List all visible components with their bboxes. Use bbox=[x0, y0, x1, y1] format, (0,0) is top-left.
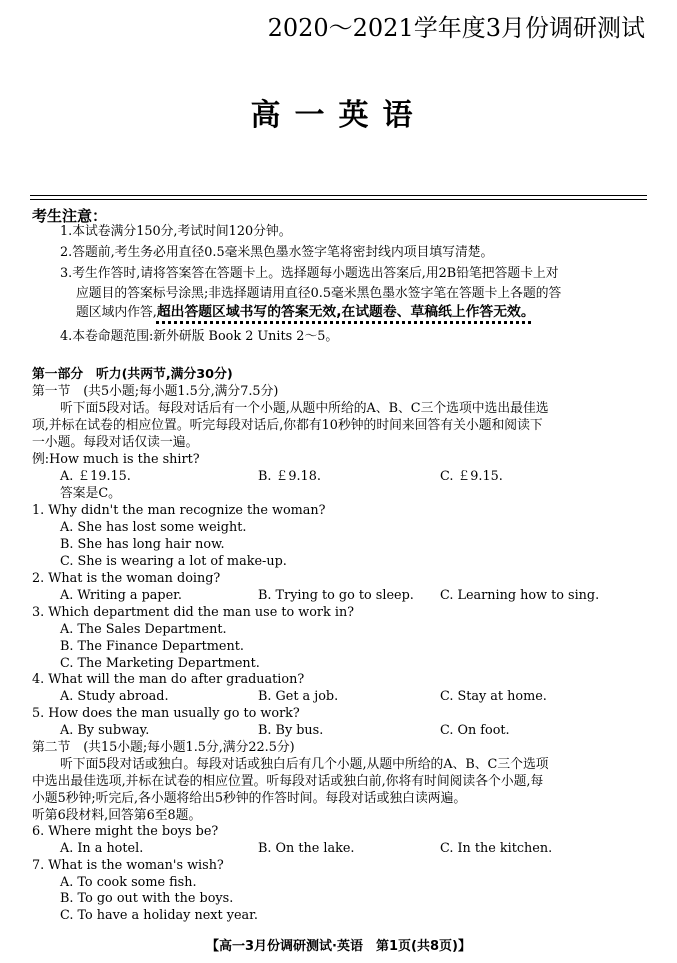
q2-option-c: C. Learning how to sing. bbox=[440, 588, 600, 603]
note-3-line-c bbox=[76, 304, 535, 321]
question-7: 7. What is the woman's wish? bbox=[32, 858, 224, 873]
question-3: 3. Which department did the man use to work in? bbox=[32, 605, 355, 620]
section2-instructions-c: 小题5秒钟;听完后,各小题将给出5秒钟的作答时间。每段对话或独白读两遍。 bbox=[32, 791, 467, 806]
q4-option-b: B. Get a job. bbox=[258, 689, 339, 704]
q5-option-c: C. On foot. bbox=[440, 723, 510, 738]
question-2: 2. What is the woman doing? bbox=[32, 571, 221, 586]
header-divider-thin bbox=[30, 199, 647, 200]
q6-option-c: C. In the kitchen. bbox=[440, 841, 553, 856]
section2-heading: 第二节 (共15小题;每小题1.5分,满分22.5分) bbox=[32, 740, 295, 755]
q5-option-b: B. By bus. bbox=[258, 723, 324, 738]
example-option-b: B. ￡9.18. bbox=[258, 469, 321, 484]
q7-option-a: A. To cook some fish. bbox=[60, 875, 197, 890]
section2-instructions-a: 听下面5段对话或独白。每段对话或独白后有几个小题,从题中所给的A、B、C三个选项 bbox=[60, 757, 549, 772]
subject-title: 高一英语 bbox=[250, 98, 427, 133]
note-2: 2.答题前,考生务必用直径0.5毫米黑色墨水签字笔将密封线内项目填写清楚。 bbox=[60, 245, 494, 260]
q1-option-a: A. She has lost some weight. bbox=[60, 520, 247, 535]
header-divider bbox=[30, 195, 647, 196]
note-1: 1.本试卷满分150分,考试时间120分钟。 bbox=[60, 224, 292, 239]
question-4: 4. What will the man do after graduation? bbox=[32, 672, 305, 687]
q7-option-b: B. To go out with the boys. bbox=[60, 891, 234, 906]
note-3-prefix: 题区域内作答, bbox=[76, 305, 157, 320]
note-3-line-a: 3.考生作答时,请将答案答在答题卡上。选择题每小题选出答案后,用2B铅笔把答题卡上对 bbox=[60, 266, 559, 281]
q2-option-b: B. Trying to go to sleep. bbox=[258, 588, 414, 603]
exam-title: 2020～2021学年度3月份调研测试 bbox=[267, 14, 645, 42]
q3-option-c: C. The Marketing Department. bbox=[60, 656, 260, 671]
page-footer: 【高一3月份调研测试·英语 第1页(共8页)】 bbox=[206, 939, 471, 954]
example-answer: 答案是C。 bbox=[60, 486, 121, 501]
q4-option-a: A. Study abroad. bbox=[60, 689, 169, 704]
q3-option-a: A. The Sales Department. bbox=[60, 622, 227, 637]
example-option-c: C. ￡9.15. bbox=[440, 469, 503, 484]
section2-material: 听第6段材料,回答第6至8题。 bbox=[32, 808, 202, 823]
note-4: 4.本卷命题范围:新外研版 Book 2 Units 2～5。 bbox=[60, 329, 339, 344]
section1-instructions-a: 听下面5段对话。每段对话后有一个小题,从题中所给的A、B、C三个选项中选出最佳选 bbox=[60, 401, 549, 416]
q5-option-a: A. By subway. bbox=[60, 723, 150, 738]
part1-heading: 第一部分 听力(共两节,满分30分) bbox=[32, 367, 233, 382]
example-question: 例:How much is the shirt? bbox=[32, 452, 200, 467]
q6-option-a: A. In a hotel. bbox=[60, 841, 144, 856]
question-5: 5. How does the man usually go to work? bbox=[32, 706, 300, 721]
question-1: 1. Why didn't the man recognize the woman? bbox=[32, 503, 326, 518]
note-3-line-b: 应题目的答案标号涂黑;非选择题请用直径0.5毫米黑色墨水签字笔在答题卡上各题的答 bbox=[76, 286, 562, 301]
q1-option-b: B. She has long hair now. bbox=[60, 537, 225, 552]
section1-instructions-b: 项,并标在试卷的相应位置。听完每段对话后,你都有10秒钟的时间来回答有关小题和阅读下 bbox=[32, 418, 543, 433]
q4-option-c: C. Stay at home. bbox=[440, 689, 547, 704]
q6-option-b: B. On the lake. bbox=[258, 841, 355, 856]
note-3-emphasis: 超出答题区域书写的答案无效,在试题卷、草稿纸上作答无效。 bbox=[156, 304, 535, 320]
section2-instructions-b: 中选出最佳选项,并标在试卷的相应位置。听每段对话或独白前,你将有时间阅读各个小题,每 bbox=[32, 774, 544, 789]
q7-option-c: C. To have a holiday next year. bbox=[60, 908, 258, 923]
q1-option-c: C. She is wearing a lot of make-up. bbox=[60, 554, 287, 569]
example-option-a: A. ￡19.15. bbox=[60, 469, 131, 484]
section1-heading: 第一节 (共5小题;每小题1.5分,满分7.5分) bbox=[32, 384, 279, 399]
section1-instructions-c: 一小题。每段对话仅读一遍。 bbox=[32, 435, 199, 450]
q2-option-a: A. Writing a paper. bbox=[60, 588, 182, 603]
q3-option-b: B. The Finance Department. bbox=[60, 639, 244, 654]
question-6: 6. Where might the boys be? bbox=[32, 824, 219, 839]
notes-heading: 考生注意： bbox=[32, 207, 108, 225]
